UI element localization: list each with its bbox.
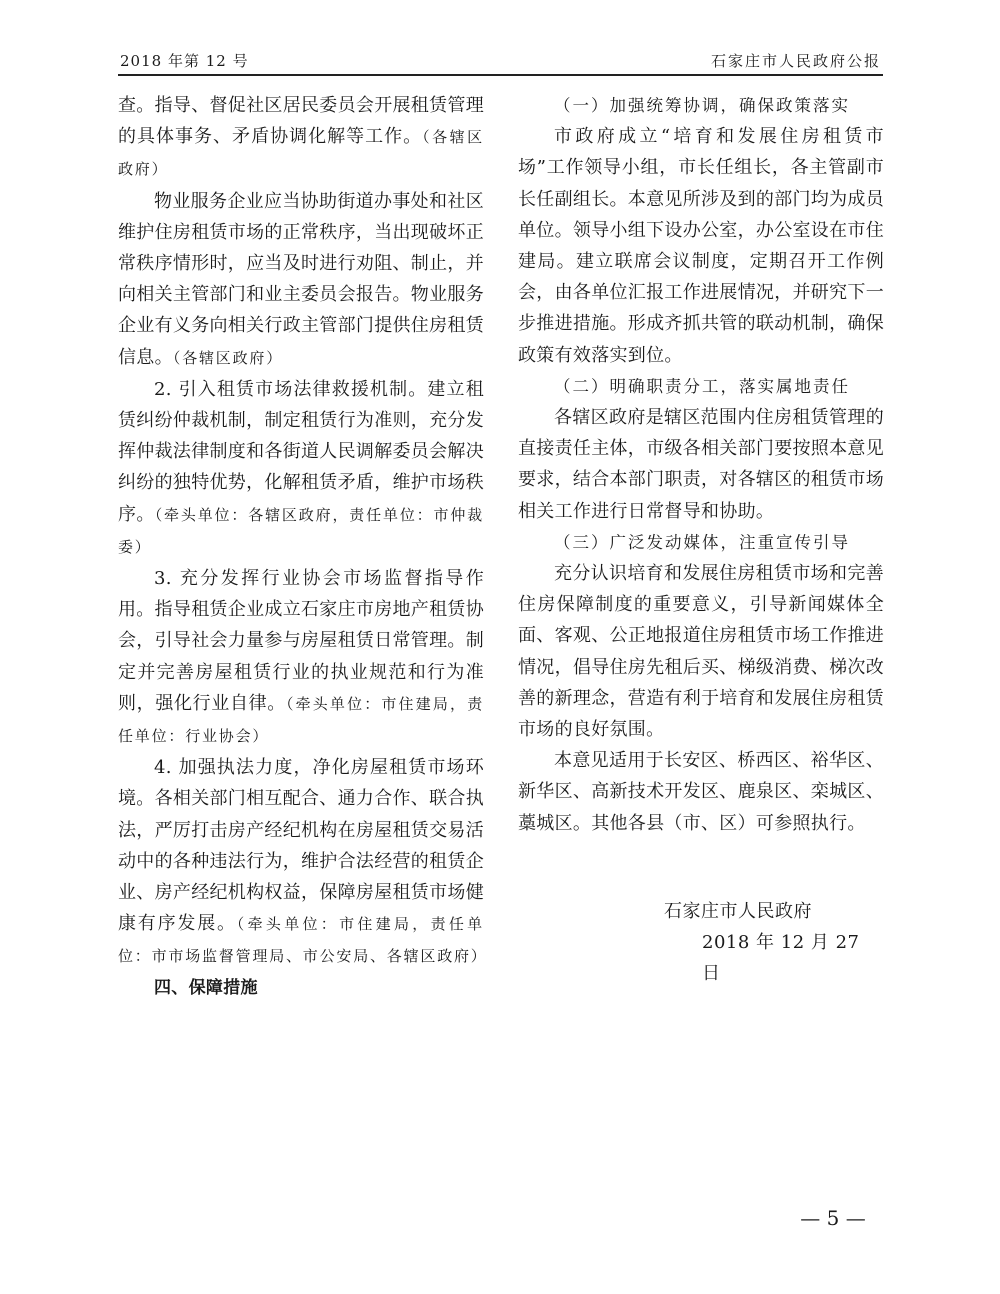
paragraph (118, 374, 484, 563)
paragraph (118, 90, 484, 186)
page-header (118, 50, 883, 76)
subsection-heading: （三）广泛发动媒体，注重宣传引导 (554, 532, 850, 552)
subsection-heading: （二）明确职责分工，落实属地责任 (554, 376, 850, 396)
section-heading: 四、保障措施 (154, 977, 258, 998)
paragraph-text: 2. 引入租赁市场法律救援机制。建立租赁纠纷仲裁机制，制定租赁行为准则，充分发挥仲裁法律制度和各街道人民调解委员会解决纠纷的独特优势，化解租赁矛盾，维护市场秩序。 (118, 378, 484, 525)
signature-block (640, 896, 870, 990)
responsible-unit-note: （牵头单位：市住建局，责任单位：行业协会） (118, 694, 484, 746)
page-number: — 5 — (800, 1206, 866, 1230)
subsection-heading: （一）加强统筹协调，确保政策落实 (554, 96, 850, 115)
responsible-unit-note: （各辖区政府） (118, 128, 484, 179)
paragraph (118, 563, 484, 752)
issue-date: 2018 年 12 月 27 日 (702, 932, 860, 985)
publication-title: 石家庄市人民政府公报 (710, 52, 881, 70)
right-column (518, 90, 884, 839)
paragraph: 充分认识培育和发展住房租赁市场和完善住房保障制度的重要意义，引导新闻媒体全面、客观、公正地报道住房租赁市场工作推进情况，倡导住房先租后买、梯级消费、梯次改善的新理念，营造有利于培育和发展住房租赁市场的良好氛围。 (518, 563, 884, 741)
paragraph (118, 186, 484, 374)
issue-number: 2018 年第 12 号 (120, 52, 249, 70)
paragraph-text: 4. 加强执法力度，净化房屋租赁市场环境。各相关部门相互配合、通力合作、联合执法，严厉打击房产经纪机构在房屋租赁交易活动中的各种违法行为，维护合法经营的租赁企业、房产经纪机构权益，保障房屋租赁市场健康有序发展。 (118, 757, 484, 935)
issuing-organization: 石家庄市人民政府 (664, 901, 812, 922)
responsible-unit-note: （各辖区政府） (172, 348, 284, 367)
paragraph-text: 物业服务企业应当协助街道办事处和社区维护住房租赁市场的正常秩序，当出现破坏正常秩序情形时，应当及时进行劝阻、制止，并向相关主管部门和业主委员会报告。物业服务企业有义务向相关行政主管部门提供住房租赁信息。 (118, 190, 484, 368)
paragraph: 本意见适用于长安区、桥西区、裕华区、新华区、高新技术开发区、鹿泉区、栾城区、藁城区。其他各县（市、区）可参照执行。 (518, 750, 884, 834)
paragraph-text: 查。指导、督促社区居民委员会开展租赁管理的具体事务、矛盾协调化解等工作。 (118, 95, 484, 148)
paragraph: 市政府成立“培育和发展住房租赁市场”工作领导小组，市长任组长，各主管副市长任副组长。本意见所涉及到的部门均为成员单位。领导小组下设办公室，办公室设在市住建局。建立联席会议制度，定期召开工作例会，由各单位汇报工作进展情况，并研究下一步推进措施。形成齐抓共管的联动机制，确保政策有效落实到位。 (518, 126, 884, 366)
paragraph (118, 752, 488, 972)
responsible-unit-note: （牵头单位：市住建局，责任单位：市市场监督管理局、市公安局、各辖区政府） (118, 915, 488, 966)
paragraph: 各辖区政府是辖区范围内住房租赁管理的直接责任主体，市级各相关部门要按照本意见要求，结合本部门职责，对各辖区的租赁市场相关工作进行日常督导和协助。 (518, 407, 884, 522)
left-column (118, 90, 488, 1004)
paragraph-text: 3. 充分发挥行业协会市场监督指导作用。指导租赁企业成立石家庄市房地产租赁协会，引导社会力量参与房屋租赁日常管理。制定并完善房屋租赁行业的执业规范和行为准则，强化行业自律。 (118, 568, 484, 714)
responsible-unit-note: （牵头单位：各辖区政府，责任单位：市仲裁委） (118, 505, 484, 556)
